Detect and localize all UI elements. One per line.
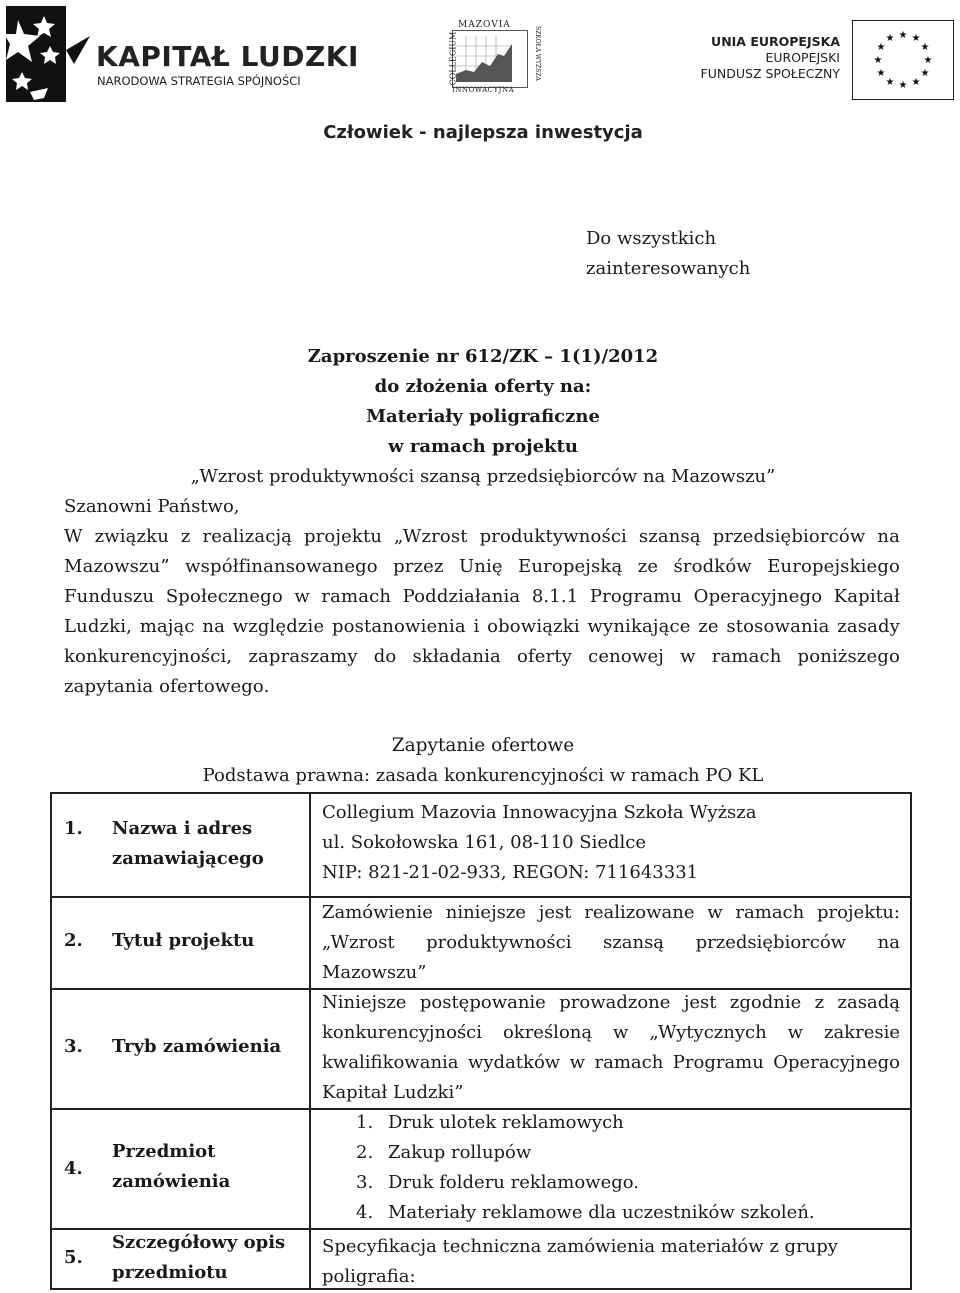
svg-text:★: ★ (873, 55, 883, 66)
row-2-label: Tytuł projektu (112, 930, 255, 951)
eu-flag-icon (852, 20, 954, 100)
row-3-label: Tryb zamówienia (112, 1036, 282, 1057)
eu-line-1: UNIA EUROPEJSKA (711, 34, 840, 49)
svg-text:★: ★ (911, 77, 921, 88)
kapital-ludzki-emblem-icon (4, 6, 90, 102)
mazovia-right-text: SZKOŁA WYŻSZA (533, 26, 541, 81)
kapital-ludzki-logo (4, 6, 359, 106)
svg-text:★: ★ (911, 33, 921, 44)
eu-line-2: EUROPEJSKI (765, 50, 840, 65)
row-5-label: Szczegółowy opis przedmiotu (112, 1232, 286, 1283)
svg-text:★: ★ (885, 33, 895, 44)
invitation-subject: Materiały poligraficzne (366, 406, 600, 427)
invitation-project (40, 432, 926, 492)
row-4-number: 4. (64, 1158, 83, 1179)
addressee-line-1: Do wszystkich (586, 228, 717, 249)
orderer-name: Collegium Mazovia Innowacyjna Szkoła Wyższa (322, 802, 757, 823)
table-border-left (50, 792, 52, 1290)
svg-text:★: ★ (876, 42, 886, 53)
svg-text:★: ★ (920, 68, 930, 79)
row-3-number: 3. (64, 1036, 83, 1057)
row-5-number: 5. (64, 1247, 83, 1268)
row-3-value: Niniejsze postępowanie prowadzone jest zgodnie z zasadą konkurencyjności określoną w „Wytycznych w zakresie kwalifikowania wydatków w ramach Programu Operacyjnego Kapitał Ludzki” (322, 992, 900, 1103)
section-title: Zapytanie ofertowe (391, 735, 575, 756)
svg-text:★: ★ (898, 30, 908, 41)
kapital-ludzki-subtitle: NARODOWA STRATEGIA SPÓJNOŚCI (97, 74, 301, 88)
project-prefix: w ramach projektu (388, 436, 578, 457)
mazovia-left-text: COLLEGIUM (448, 31, 458, 86)
request-table (50, 792, 912, 1290)
list-item: 1. Druk ulotek reklamowych (356, 1112, 624, 1133)
list-item: 2. Zakup rollupów (356, 1142, 532, 1163)
orderer-address: ul. Sokołowska 161, 08-110 Siedlce (322, 832, 646, 853)
collegium-mazovia-logo (444, 20, 541, 96)
row-5-value: Specyfikacja techniczna zamówienia materiałów z grupy poligrafia: (322, 1236, 838, 1287)
eu-line-3: FUNDUSZ SPOŁECZNY (700, 66, 840, 81)
kapital-ludzki-title: KAPITAŁ LUDZKI (96, 40, 359, 73)
table-column-divider (309, 792, 311, 1290)
orderer-ids: NIP: 821-21-02-933, REGON: 711643331 (322, 862, 699, 883)
list-item: 3. Druk folderu reklamowego. (356, 1172, 639, 1193)
addressee (586, 224, 750, 284)
invitation-number: Zaproszenie nr 612/ZK – 1(1)/2012 (307, 346, 659, 367)
table-border-right (910, 792, 912, 1290)
eu-logo-text (701, 34, 840, 82)
row-4-label: Przedmiot zamówienia (112, 1141, 231, 1192)
row-2-number: 2. (64, 930, 83, 951)
svg-text:★: ★ (885, 77, 895, 88)
project-title: „Wzrost produktywności szansą przedsiębiorców na Mazowszu” (190, 466, 776, 487)
row-1-label: Nazwa i adres zamawiającego (112, 818, 264, 869)
mazovia-top-text: MAZOVIA (458, 20, 511, 30)
addressee-line-2: zainteresowanych (586, 258, 751, 279)
mazovia-chart-icon (456, 36, 512, 82)
svg-text:★: ★ (876, 68, 886, 79)
table-border-top (50, 792, 912, 794)
invitation-line-2: do złożenia oferty na: (374, 376, 592, 397)
legal-basis: Podstawa prawna: zasada konkurencyjności w ramach PO KL (202, 765, 764, 786)
order-items-list (356, 1108, 815, 1228)
greeting: Szanowni Państwo, (64, 496, 240, 517)
svg-text:★: ★ (920, 42, 930, 53)
mazovia-bottom-text: INNOWACYJNA (452, 86, 515, 94)
eu-logo (696, 20, 956, 100)
invitation-heading (40, 342, 926, 492)
intro-paragraph: W związku z realizacją projektu „Wzrost produktywności szansą przedsiębiorców na Mazowszu” współfinansowanego przez Unię Europejską ze środków Europejskiego Funduszu Społecznego w ramach Poddziałania 8.1.1 Programu Operacyjnego Kapitał Ludzki, mając na względzie postanowienia i obowiązki wynikające ze stosowania zasady konkurencyjności, zapraszamy do składania oferty cenowej w ramach poniższego zapytania ofertowego. (64, 526, 900, 697)
row-2-value: Zamówienie niniejsze jest realizowane w ramach projektu: „Wzrost produktywności szansą przedsiębiorców na Mazowszu” (322, 902, 900, 983)
svg-text:★: ★ (923, 55, 933, 66)
row-1-value (322, 798, 900, 888)
list-item: 4. Materiały reklamowe dla uczestników szkoleń. (356, 1202, 815, 1223)
motto: Człowiek - najlepsza inwestycja (323, 122, 643, 143)
row-1-number: 1. (64, 818, 83, 839)
svg-text:★: ★ (898, 80, 908, 91)
